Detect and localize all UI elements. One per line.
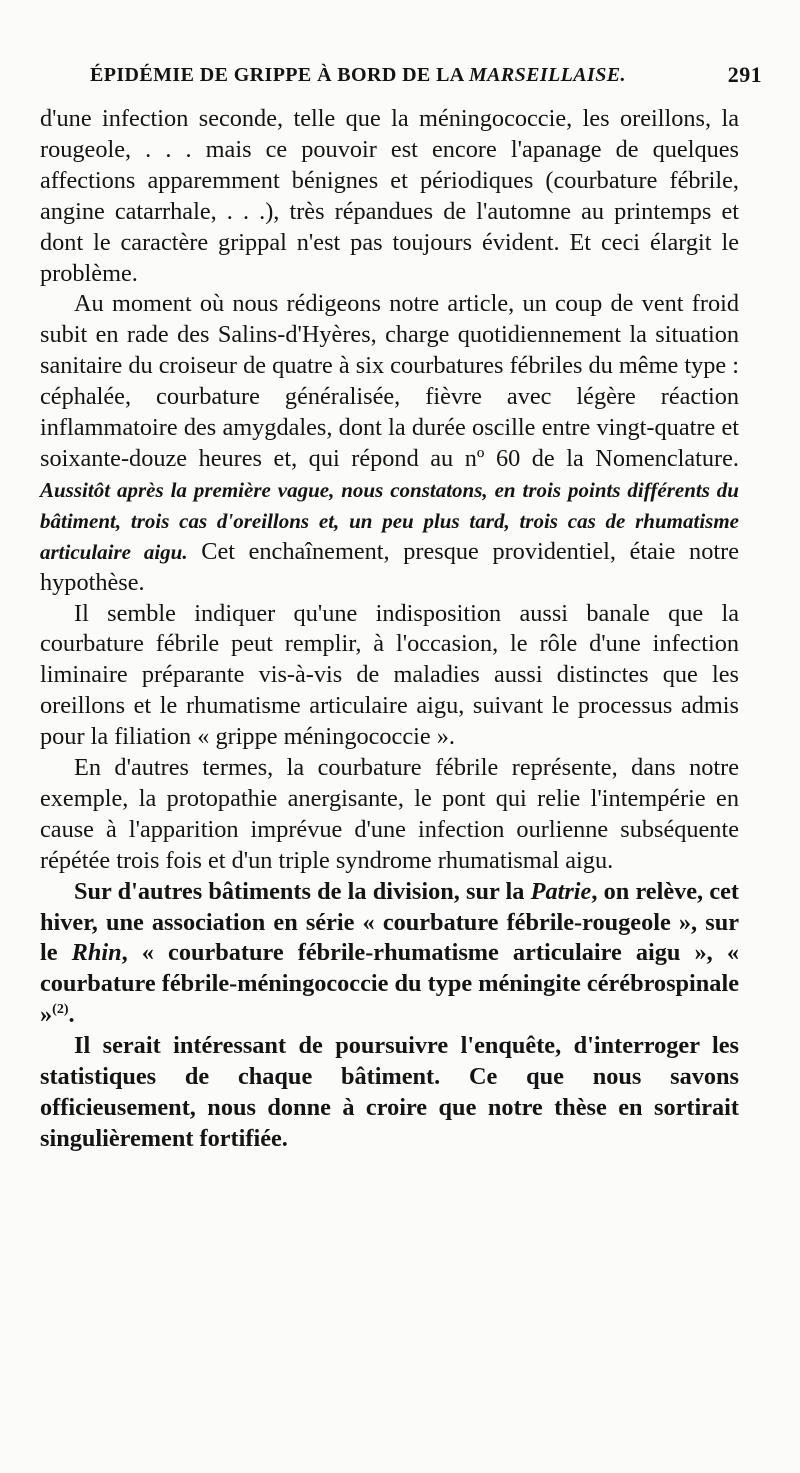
paragraph-2-part-a: Au moment où nous rédigeons notre article, un coup de vent froid subit en rade des Salins-d'Hyères, charge quotidiennement la situation sanitaire du croiseur de quatre à six courbatures fébriles du même type : céphalée, courbature généralisée, fièvre avec légère réaction inflammatoire des amygdales, dont la durée oscille entre vingt-quatre et soixante-douze heures et, qui répond au nº 60 de la Nomenclature. <box>40 290 739 472</box>
paragraph-5-part-a: Sur d'autres bâtiments de la division, sur la <box>74 877 531 905</box>
paragraph-6: Il serait intéressant de poursuivre l'enquête, d'interroger les statistiques de chaque bâtiment. Ce que nous savons officieusement, nous donne à croire que notre thèse en sortirait singulièrement fortifiée. <box>40 1032 739 1152</box>
running-title-prefix: ÉPIDÉMIE DE GRIPPE À BORD DE LA <box>90 64 469 86</box>
running-title <box>90 64 626 87</box>
paragraph-2-part-b: Cet enchaînement, presque providentiel, étaie notre hypothèse. <box>40 537 739 596</box>
paragraph-1: d'une infection seconde, telle que la méningococcie, les oreillons, la rougeole, . . . mais ce pouvoir est encore l'apanage de quelques affections apparemment bénignes et périodiques (courbature fébrile, angine catarrhale, . . .), très répandues de l'automne au printemps et dont le caractère grippal n'est pas toujours évident. Et ceci élargit le problème. <box>40 105 739 287</box>
ship-name-patrie: Patrie <box>530 877 592 905</box>
paragraph-5-part-d: . <box>68 1001 75 1029</box>
page-number: 291 <box>727 62 762 87</box>
paragraph-5-part-b: , on relève, cet hiver, une association en série « courbature fébrile-rougeole », sur le <box>40 877 739 967</box>
paragraph-2-italic: Aussitôt après la première vague, nous constatons, en trois points différents du bâtiment, trois cas d'oreillons et, un peu plus tard, trois cas de rhumatisme articulaire aigu. <box>40 477 739 564</box>
body-text <box>40 104 739 1155</box>
paragraph-4: En d'autres termes, la courbature fébrile représente, dans notre exemple, la protopathie anergisante, le pont qui relie l'intempérie en cause à l'apparition imprévue d'une infection ourlienne subséquente répétée trois fois et d'un triple syndrome rhumatismal aigu. <box>40 754 739 874</box>
paragraph-5-part-c: , « courbature fébrile-rhumatisme articulaire aigu », « courbature fébrile-méningococcie du type méningite cérébrospinale » <box>40 939 740 1029</box>
paragraph-2 <box>40 289 739 598</box>
paragraph-5 <box>40 877 739 1032</box>
footnote-marker: (2) <box>52 1002 69 1018</box>
paragraph-3: Il semble indiquer qu'une indisposition aussi banale que la courbature fébrile peut remplir, à l'occasion, le rôle d'une infection liminaire préparante vis-à-vis de maladies aussi distinctes que les oreillons et le rhumatisme articulaire aigu, suivant le processus admis pour la filiation « grippe méningococcie ». <box>40 599 739 751</box>
ship-name-rhin: Rhin <box>71 939 122 967</box>
running-title-ship: MARSEILLAISE. <box>468 64 626 86</box>
running-header <box>40 56 762 96</box>
